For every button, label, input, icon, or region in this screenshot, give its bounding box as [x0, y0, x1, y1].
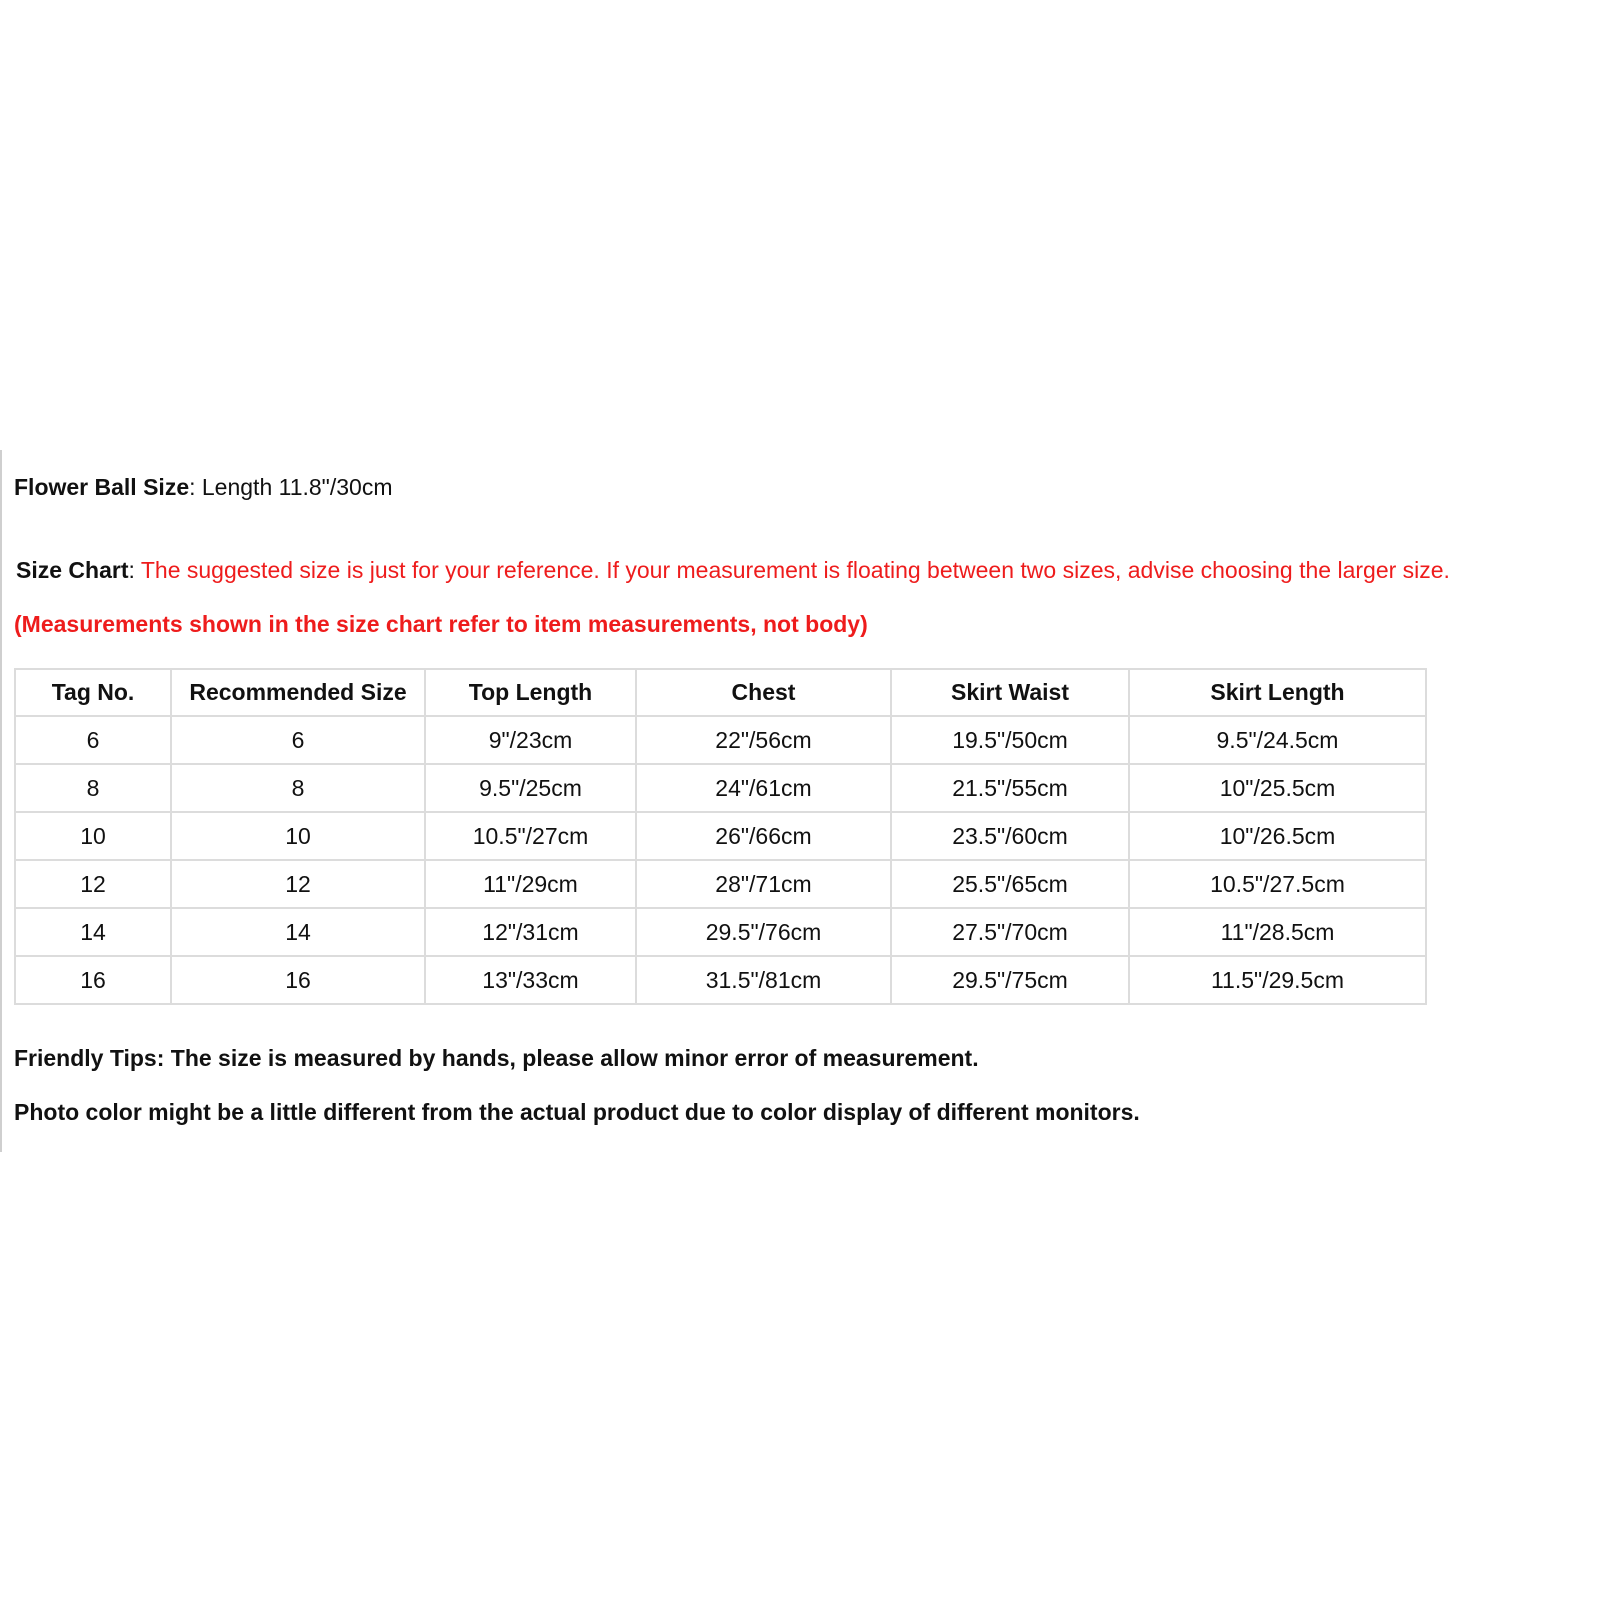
flower-ball-size-line [14, 472, 392, 502]
table-cell: 13"/33cm [425, 956, 636, 1004]
table-cell: 21.5"/55cm [891, 764, 1129, 812]
photo-color-note: Photo color might be a little different from the actual product due to color display of different monitors. [14, 1099, 1140, 1125]
size-chart-line [16, 555, 1450, 585]
table-cell: 11.5"/29.5cm [1129, 956, 1426, 1004]
table-cell: 25.5"/65cm [891, 860, 1129, 908]
size-chart-label: Size Chart [16, 557, 129, 583]
table-cell: 9"/23cm [425, 716, 636, 764]
column-header: Skirt Length [1129, 669, 1426, 716]
friendly-tips: Friendly Tips: The size is measured by hands, please allow minor error of measurement. [14, 1045, 979, 1071]
table-cell: 23.5"/60cm [891, 812, 1129, 860]
table-row [15, 812, 1426, 860]
table-cell: 22"/56cm [636, 716, 891, 764]
table-cell: 12"/31cm [425, 908, 636, 956]
table-cell: 28"/71cm [636, 860, 891, 908]
table-cell: 12 [171, 860, 425, 908]
table-cell: 31.5"/81cm [636, 956, 891, 1004]
column-header: Tag No. [15, 669, 171, 716]
size-chart-note: The suggested size is just for your reference. If your measurement is floating between two sizes, advise choosing the larger size. [140, 557, 1450, 583]
table-cell: 10.5"/27cm [425, 812, 636, 860]
table-cell: 19.5"/50cm [891, 716, 1129, 764]
table-cell: 12 [15, 860, 171, 908]
table-cell: 24"/61cm [636, 764, 891, 812]
column-header: Top Length [425, 669, 636, 716]
table-row [15, 764, 1426, 812]
measurement-note: (Measurements shown in the size chart refer to item measurements, not body) [14, 611, 868, 637]
table-cell: 16 [171, 956, 425, 1004]
column-header: Recommended Size [171, 669, 425, 716]
table-cell: 11"/29cm [425, 860, 636, 908]
table-cell: 9.5"/25cm [425, 764, 636, 812]
table-row [15, 716, 1426, 764]
flower-ball-size-value: : Length 11.8"/30cm [189, 474, 393, 500]
table-cell: 14 [171, 908, 425, 956]
table-row [15, 908, 1426, 956]
column-header: Skirt Waist [891, 669, 1129, 716]
table-cell: 11"/28.5cm [1129, 908, 1426, 956]
column-header: Chest [636, 669, 891, 716]
table-cell: 9.5"/24.5cm [1129, 716, 1426, 764]
table-cell: 16 [15, 956, 171, 1004]
size-chart-colon: : [128, 557, 141, 583]
table-cell: 10 [171, 812, 425, 860]
table-cell: 6 [171, 716, 425, 764]
table-cell: 29.5"/75cm [891, 956, 1129, 1004]
table-row [15, 956, 1426, 1004]
table-cell: 26"/66cm [636, 812, 891, 860]
table-cell: 29.5"/76cm [636, 908, 891, 956]
table-cell: 14 [15, 908, 171, 956]
table-cell: 8 [15, 764, 171, 812]
table-cell: 10.5"/27.5cm [1129, 860, 1426, 908]
table-cell: 8 [171, 764, 425, 812]
table-cell: 10"/25.5cm [1129, 764, 1426, 812]
table-header-row [15, 669, 1426, 716]
table-cell: 6 [15, 716, 171, 764]
table-cell: 27.5"/70cm [891, 908, 1129, 956]
flower-ball-size-label: Flower Ball Size [14, 474, 190, 500]
size-table [14, 668, 1427, 1005]
table-row [15, 860, 1426, 908]
size-info-block [0, 450, 1600, 1152]
table-cell: 10 [15, 812, 171, 860]
table-cell: 10"/26.5cm [1129, 812, 1426, 860]
